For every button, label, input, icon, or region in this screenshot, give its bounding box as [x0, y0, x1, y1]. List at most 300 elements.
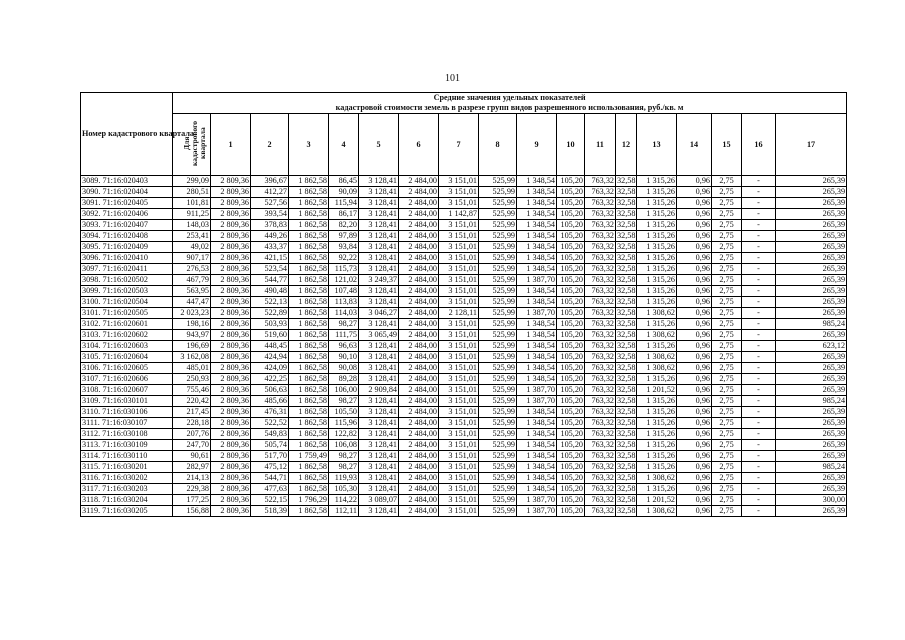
table-cell: 378,83: [251, 220, 289, 231]
table-row: [81, 473, 847, 484]
table-cell: 763,32: [585, 495, 616, 506]
table-cell: 300,00: [776, 495, 847, 506]
cell-quarter-number: 3098. 71:16:020502: [81, 275, 173, 286]
table-cell: 105,20: [557, 352, 585, 363]
table-row: [81, 352, 847, 363]
cell-quarter-number: 3109. 71:16:030101: [81, 396, 173, 407]
table-cell: 1 348,54: [517, 484, 557, 495]
table-cell: 1 387,70: [517, 308, 557, 319]
column-header-3: 3: [289, 114, 329, 176]
table-cell: 1 348,54: [517, 451, 557, 462]
table-cell: 90,09: [329, 187, 359, 198]
table-cell: 32,58: [617, 308, 636, 317]
table-cell: 276,53: [173, 264, 211, 275]
table-cell: 3 128,41: [359, 440, 399, 451]
table-cell: 1 348,54: [517, 462, 557, 473]
cell-quarter-number: 3110. 71:16:030106: [81, 407, 173, 418]
table-row: [81, 220, 847, 231]
table-cell: -: [742, 374, 776, 385]
table-cell: 2 484,00: [399, 176, 439, 187]
table-cell: 544,77: [251, 275, 289, 286]
table-cell: 763,32: [585, 407, 616, 418]
cadastral-value-table: [80, 92, 847, 517]
table-cell: 105,20: [557, 506, 585, 517]
table-cell: 105,20: [557, 176, 585, 187]
table-cell: 0,96: [677, 176, 712, 187]
table-cell: 105,20: [557, 440, 585, 451]
cell-quarter-number: 3094. 71:16:020408: [81, 231, 173, 242]
table-cell: -: [742, 176, 776, 187]
table-cell: 265,39: [776, 275, 847, 286]
table-cell: 265,39: [776, 231, 847, 242]
table-cell: 3 151,01: [439, 264, 479, 275]
table-cell: 0,96: [677, 352, 712, 363]
table-cell: 911,25: [173, 209, 211, 220]
table-cell: 2 809,36: [211, 429, 251, 440]
table-cell: 0,96: [677, 429, 712, 440]
table-cell: 2,75: [712, 253, 742, 264]
table-cell: 1 348,54: [517, 220, 557, 231]
table-cell: 32,58: [617, 198, 636, 207]
column-header-14: 14: [677, 114, 712, 176]
table-cell: 105,20: [557, 484, 585, 495]
cell-quarter-number: 3116. 71:16:030202: [81, 473, 173, 484]
column-header-2: 2: [251, 114, 289, 176]
table-cell: 506,63: [251, 385, 289, 396]
table-cell: 2 809,36: [211, 275, 251, 286]
cell-quarter-number: 3105. 71:16:020604: [81, 352, 173, 363]
table-cell: 3 128,41: [359, 176, 399, 187]
table-cell: 763,32: [585, 484, 616, 495]
table-cell: 525,99: [479, 484, 517, 495]
table-cell: 985,24: [776, 462, 847, 473]
table-cell: 3 128,41: [359, 198, 399, 209]
table-cell: 105,20: [557, 396, 585, 407]
cell-quarter-number: 3114. 71:16:030110: [81, 451, 173, 462]
table-cell: 525,99: [479, 220, 517, 231]
table-cell: 3 128,41: [359, 264, 399, 275]
table-cell: 525,99: [479, 385, 517, 396]
table-cell: 2 023,23: [173, 308, 211, 319]
table-cell: 2 484,00: [399, 297, 439, 308]
cell-quarter-number: 3089. 71:16:020403: [81, 176, 173, 187]
table-cell: 763,32: [585, 308, 616, 319]
table-cell: 3 128,41: [359, 253, 399, 264]
table-cell: 763,32: [585, 506, 616, 517]
table-cell: 105,20: [557, 429, 585, 440]
table-cell: 763,32: [585, 253, 616, 264]
table-row: [81, 407, 847, 418]
table-cell: -: [742, 462, 776, 473]
table-cell: 3 151,01: [439, 374, 479, 385]
table-cell: 763,32: [585, 440, 616, 451]
table-cell: 2 809,36: [211, 176, 251, 187]
column-header-7: 7: [439, 114, 479, 176]
table-cell: 485,01: [173, 363, 211, 374]
table-cell: 1 348,54: [517, 209, 557, 220]
table-cell: 763,32: [585, 198, 616, 209]
table-cell: -: [742, 242, 776, 253]
table-cell: 3 151,01: [439, 484, 479, 495]
table-cell: 2 809,36: [211, 231, 251, 242]
table-cell: 0,96: [677, 275, 712, 286]
table-cell: 1 862,58: [289, 198, 329, 209]
table-cell: 265,39: [776, 440, 847, 451]
table-cell: 2 484,00: [399, 484, 439, 495]
table-cell: -: [742, 275, 776, 286]
table-cell: 519,60: [251, 330, 289, 341]
table-cell: 2,75: [712, 319, 742, 330]
cell-quarter-number: 3097. 71:16:020411: [81, 264, 173, 275]
table-cell: 1 308,62: [637, 506, 677, 517]
table-cell: 1 862,58: [289, 286, 329, 297]
table-cell: 3 128,41: [359, 297, 399, 308]
table-cell: 1 348,54: [517, 198, 557, 209]
table-cell: 525,99: [479, 253, 517, 264]
table-cell: 1 315,26: [637, 220, 677, 231]
table-cell: 422,25: [251, 374, 289, 385]
table-cell: 229,38: [173, 484, 211, 495]
column-header-16: 16: [742, 114, 776, 176]
table-cell: 3 128,41: [359, 462, 399, 473]
table-cell: 1 862,58: [289, 363, 329, 374]
table-cell: 90,61: [173, 451, 211, 462]
table-cell: 525,99: [479, 319, 517, 330]
table-cell: -: [742, 473, 776, 484]
table-cell: 1 201,52: [637, 495, 677, 506]
table-cell: 1 862,58: [289, 275, 329, 286]
table-cell: 3 151,01: [439, 451, 479, 462]
table-cell: 2,75: [712, 407, 742, 418]
table-row: [81, 264, 847, 275]
table-cell: 3 128,41: [359, 187, 399, 198]
table-cell: 32,58: [617, 495, 636, 504]
group-header-line1: Средние значения удельных показателей: [433, 93, 586, 102]
table-cell: 0,96: [677, 473, 712, 484]
column-header-8: 8: [479, 114, 517, 176]
table-cell: 2,75: [712, 308, 742, 319]
table-cell: 2 809,36: [211, 484, 251, 495]
table-cell: 3 151,01: [439, 407, 479, 418]
table-cell: 105,20: [557, 374, 585, 385]
table-cell: 3 151,01: [439, 352, 479, 363]
table-cell: 2,75: [712, 429, 742, 440]
table-cell: 0,96: [677, 220, 712, 231]
table-cell: 763,32: [585, 385, 616, 396]
table-cell: 1 862,58: [289, 462, 329, 473]
table-cell: 3 151,01: [439, 176, 479, 187]
table-cell: 2,75: [712, 264, 742, 275]
table-cell: 1 348,54: [517, 341, 557, 352]
table-cell: 525,99: [479, 286, 517, 297]
table-cell: 86,17: [329, 209, 359, 220]
table-cell: 32,58: [617, 440, 636, 449]
table-cell: 2 484,00: [399, 363, 439, 374]
table-cell: 2 484,00: [399, 330, 439, 341]
cell-quarter-number: 3096. 71:16:020410: [81, 253, 173, 264]
table-cell: 105,20: [557, 198, 585, 209]
table-cell: 2 484,00: [399, 506, 439, 517]
table-cell: 105,20: [557, 286, 585, 297]
table-cell: 98,27: [329, 396, 359, 407]
table-cell: 32,58: [617, 341, 636, 350]
table-cell: 2,75: [712, 286, 742, 297]
table-cell: 1 862,58: [289, 209, 329, 220]
table-cell: 2 809,36: [211, 187, 251, 198]
table-cell: 1 308,62: [637, 330, 677, 341]
table-cell: 2 909,84: [359, 385, 399, 396]
cell-quarter-number: 3099. 71:16:020503: [81, 286, 173, 297]
table-cell: 763,32: [585, 462, 616, 473]
table-cell: 265,39: [776, 473, 847, 484]
table-cell: 3 128,41: [359, 451, 399, 462]
table-cell: 467,79: [173, 275, 211, 286]
cell-quarter-number: 3117. 71:16:030203: [81, 484, 173, 495]
table-cell: 228,18: [173, 418, 211, 429]
table-cell: 3 089,07: [359, 495, 399, 506]
column-header-12: 12: [616, 114, 637, 176]
table-cell: 3 151,01: [439, 495, 479, 506]
table-cell: 2,75: [712, 176, 742, 187]
table-cell: 265,39: [776, 198, 847, 209]
table-cell: 1 315,26: [637, 429, 677, 440]
table-cell: 1 315,26: [637, 231, 677, 242]
table-cell: 2,75: [712, 198, 742, 209]
table-cell: 2 809,36: [211, 462, 251, 473]
table-cell: 105,20: [557, 495, 585, 506]
table-cell: 2 809,36: [211, 242, 251, 253]
table-cell: 525,99: [479, 495, 517, 506]
table-cell: 763,32: [585, 220, 616, 231]
table-cell: 105,20: [557, 385, 585, 396]
table-cell: 1 315,26: [637, 407, 677, 418]
table-cell: 2 484,00: [399, 275, 439, 286]
table-cell: 1 796,29: [289, 495, 329, 506]
table-cell: 525,99: [479, 187, 517, 198]
table-cell: 2 484,00: [399, 418, 439, 429]
table-cell: 115,73: [329, 264, 359, 275]
column-header-4: 4: [329, 114, 359, 176]
table-cell: 32,58: [617, 231, 636, 240]
table-cell: 105,30: [329, 484, 359, 495]
table-cell: 112,11: [329, 506, 359, 517]
table-cell: 2 484,00: [399, 451, 439, 462]
table-cell: 525,99: [479, 242, 517, 253]
table-cell: 563,95: [173, 286, 211, 297]
column-header-13: 13: [637, 114, 677, 176]
table-cell: 2 809,36: [211, 418, 251, 429]
table-cell: 265,39: [776, 352, 847, 363]
table-cell: 3 151,01: [439, 506, 479, 517]
table-row: [81, 374, 847, 385]
table-cell: 3 128,41: [359, 484, 399, 495]
table-cell: -: [742, 220, 776, 231]
table-cell: 525,99: [479, 275, 517, 286]
table-cell: 1 862,58: [289, 473, 329, 484]
table-cell: 522,15: [251, 495, 289, 506]
table-cell: 198,16: [173, 319, 211, 330]
table-cell: 2 484,00: [399, 264, 439, 275]
table-cell: 265,39: [776, 242, 847, 253]
table-cell: 1 862,58: [289, 297, 329, 308]
table-cell: 525,99: [479, 473, 517, 484]
table-row: [81, 176, 847, 187]
table-cell: 1 315,26: [637, 275, 677, 286]
table-cell: 763,32: [585, 319, 616, 330]
table-cell: 32,58: [617, 352, 636, 361]
table-cell: -: [742, 297, 776, 308]
cell-quarter-number: 3104. 71:16:020603: [81, 341, 173, 352]
table-cell: 525,99: [479, 462, 517, 473]
table-cell: 1 348,54: [517, 352, 557, 363]
table-cell: 111,75: [329, 330, 359, 341]
table-cell: 105,20: [557, 473, 585, 484]
table-cell: 763,32: [585, 286, 616, 297]
table-cell: 1 862,58: [289, 352, 329, 363]
table-cell: 1 862,58: [289, 374, 329, 385]
table-cell: 3 249,37: [359, 275, 399, 286]
table-cell: 3 151,01: [439, 440, 479, 451]
table-cell: 105,20: [557, 363, 585, 374]
table-cell: 755,46: [173, 385, 211, 396]
table-cell: 1 862,58: [289, 484, 329, 495]
table-cell: 1 348,54: [517, 363, 557, 374]
table-cell: 114,22: [329, 495, 359, 506]
table-cell: 763,32: [585, 396, 616, 407]
table-cell: 3 128,41: [359, 231, 399, 242]
table-cell: 0,96: [677, 198, 712, 209]
table-cell: 105,20: [557, 297, 585, 308]
table-cell: 32,58: [617, 506, 636, 515]
table-cell: 2 809,36: [211, 506, 251, 517]
table-cell: 763,32: [585, 176, 616, 187]
table-cell: 3 151,01: [439, 341, 479, 352]
table-cell: 1 348,54: [517, 187, 557, 198]
table-cell: 2 809,36: [211, 330, 251, 341]
table-cell: 2 484,00: [399, 352, 439, 363]
table-cell: 105,20: [557, 264, 585, 275]
table-cell: 0,96: [677, 495, 712, 506]
table-cell: -: [742, 319, 776, 330]
table-cell: 105,20: [557, 187, 585, 198]
table-cell: 907,17: [173, 253, 211, 264]
table-cell: 763,32: [585, 242, 616, 253]
table-cell: 96,63: [329, 341, 359, 352]
table-cell: 2 809,36: [211, 198, 251, 209]
table-cell: 115,94: [329, 198, 359, 209]
table-cell: 1 862,58: [289, 341, 329, 352]
table-cell: 106,00: [329, 385, 359, 396]
table-cell: 525,99: [479, 506, 517, 517]
table-cell: 265,39: [776, 484, 847, 495]
table-cell: 2 809,36: [211, 385, 251, 396]
table-cell: 2,75: [712, 187, 742, 198]
table-cell: 49,02: [173, 242, 211, 253]
table-cell: 2,75: [712, 363, 742, 374]
table-cell: 265,39: [776, 308, 847, 319]
table-cell: -: [742, 363, 776, 374]
table-row: [81, 330, 847, 341]
column-header-6: 6: [399, 114, 439, 176]
table-cell: 0,96: [677, 363, 712, 374]
table-cell: 525,99: [479, 341, 517, 352]
table-cell: 3 151,01: [439, 275, 479, 286]
table-cell: 1 862,58: [289, 429, 329, 440]
table-cell: 0,96: [677, 396, 712, 407]
table-cell: 32,58: [617, 264, 636, 273]
table-cell: 265,39: [776, 187, 847, 198]
table-cell: 253,41: [173, 231, 211, 242]
table-row: [81, 484, 847, 495]
table-cell: 148,03: [173, 220, 211, 231]
table-cell: 2 809,36: [211, 341, 251, 352]
table-cell: 1 862,58: [289, 396, 329, 407]
table-cell: 105,20: [557, 220, 585, 231]
table-cell: 525,99: [479, 440, 517, 451]
table-cell: 220,42: [173, 396, 211, 407]
table-cell: 985,24: [776, 396, 847, 407]
table-cell: 3 128,41: [359, 286, 399, 297]
table-cell: 3 151,01: [439, 330, 479, 341]
table-cell: 1 348,54: [517, 407, 557, 418]
table-cell: 32,58: [617, 473, 636, 482]
table-cell: 217,45: [173, 407, 211, 418]
table-cell: 3 151,01: [439, 220, 479, 231]
table-cell: 98,27: [329, 462, 359, 473]
table-cell: 105,20: [557, 319, 585, 330]
table-cell: 32,58: [617, 242, 636, 251]
table-cell: 1 348,54: [517, 440, 557, 451]
table-cell: 522,89: [251, 308, 289, 319]
table-row: [81, 363, 847, 374]
table-cell: 1 348,54: [517, 374, 557, 385]
table-cell: 1 315,26: [637, 374, 677, 385]
table-cell: 1 348,54: [517, 176, 557, 187]
table-cell: 1 862,58: [289, 308, 329, 319]
table-cell: 3 128,41: [359, 363, 399, 374]
table-cell: -: [742, 396, 776, 407]
table-cell: 3 151,01: [439, 242, 479, 253]
table-cell: -: [742, 187, 776, 198]
table-cell: 522,52: [251, 418, 289, 429]
table-cell: 3 162,08: [173, 352, 211, 363]
table-cell: 2 809,36: [211, 407, 251, 418]
table-cell: 3 151,01: [439, 385, 479, 396]
table-cell: 2,75: [712, 374, 742, 385]
table-cell: 424,94: [251, 352, 289, 363]
table-row: [81, 231, 847, 242]
table-cell: 3 151,01: [439, 187, 479, 198]
table-cell: 1 315,26: [637, 187, 677, 198]
table-cell: 763,32: [585, 363, 616, 374]
table-cell: -: [742, 495, 776, 506]
table-cell: 763,32: [585, 374, 616, 385]
table-cell: 2,75: [712, 451, 742, 462]
table-row: [81, 275, 847, 286]
table-cell: 97,89: [329, 231, 359, 242]
table-cell: 3 151,01: [439, 297, 479, 308]
table-cell: 2,75: [712, 242, 742, 253]
table-cell: 3 151,01: [439, 396, 479, 407]
table-cell: 32,58: [617, 363, 636, 372]
table-row: [81, 198, 847, 209]
table-row: [81, 209, 847, 220]
table-cell: -: [742, 209, 776, 220]
table-cell: -: [742, 253, 776, 264]
table-cell: 32,58: [617, 418, 636, 427]
table-cell: 447,47: [173, 297, 211, 308]
table-cell: 207,76: [173, 429, 211, 440]
